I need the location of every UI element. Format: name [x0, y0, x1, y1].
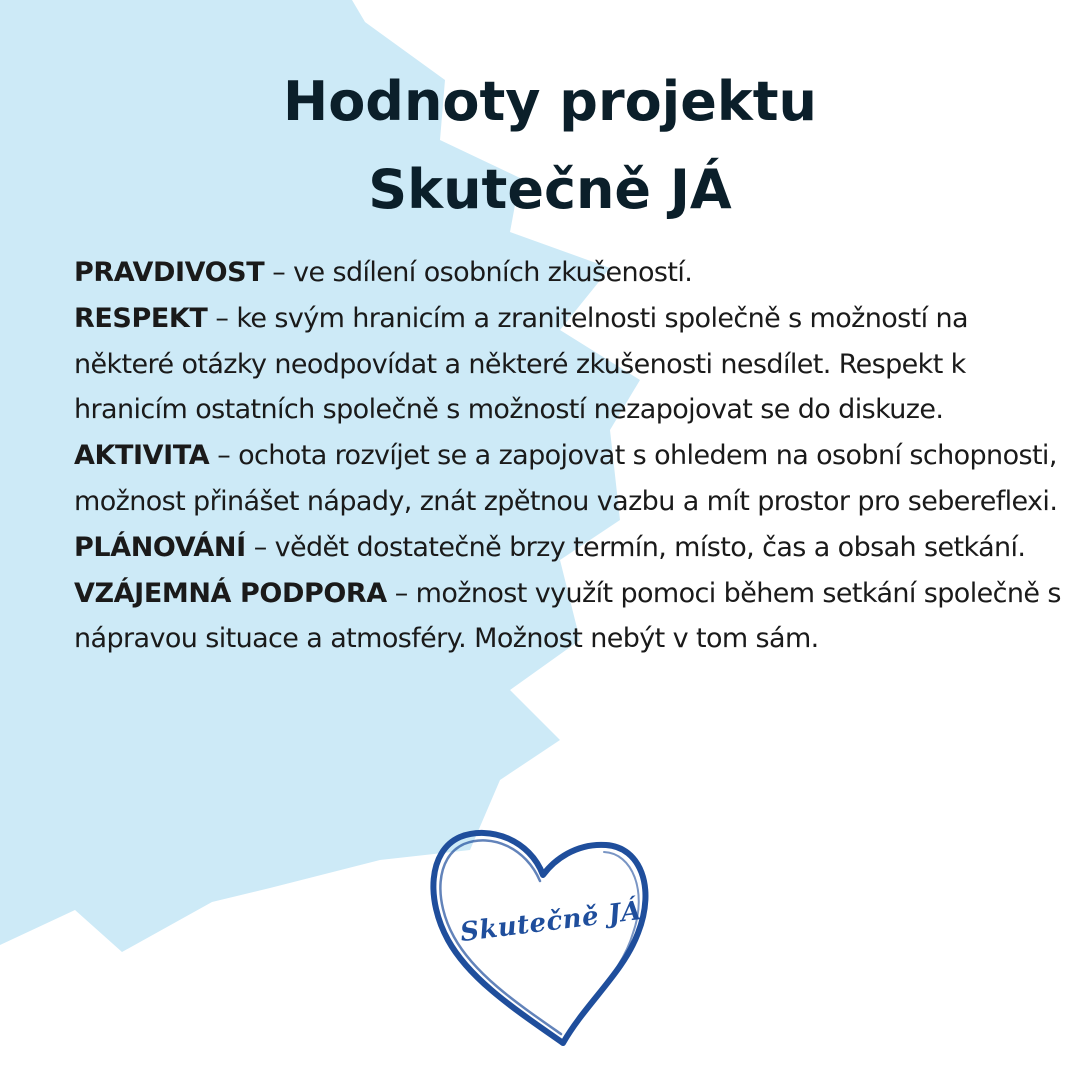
value-item-vzajemna-podpora: [74, 571, 1074, 663]
value-description: – ochota rozvíjet se a zapojovat s ohledem na osobní schopnosti, možnost přinášet nápady, znát zpětnou vazbu a mít prostor pro sebereflexi.: [74, 440, 1058, 517]
value-term: PLÁNOVÁNÍ: [74, 531, 246, 563]
value-term: VZÁJEMNÁ PODPORA: [74, 577, 387, 609]
value-item-respekt: [74, 296, 1074, 433]
value-item-aktivita: [74, 433, 1074, 525]
page-title: [0, 58, 1080, 234]
value-description: – možnost využít pomoci během setkání společně s nápravou situace a atmosféry. Možnost nebýt v tom sám.: [74, 577, 1061, 655]
value-term: RESPEKT: [74, 302, 208, 334]
value-term: PRAVDIVOST: [74, 257, 265, 288]
value-item-planovani: [74, 525, 1074, 571]
value-description: – ve sdílení osobních zkušeností.: [264, 257, 693, 288]
value-description: – ke svým hranicím a zranitelnosti společně s možností na některé otázky neodpovídat a některé zkušenosti nesdílet. Respekt k hranicím ostatních společně s možností nezapojovat se do diskuze.: [74, 302, 968, 426]
value-description: – vědět dostatečně brzy termín, místo, čas a obsah setkání.: [245, 531, 1026, 563]
title-line-1: Hodnoty projektu: [283, 70, 817, 133]
values-list: [74, 250, 1074, 662]
value-term: AKTIVITA: [74, 440, 210, 472]
logo-text: Skutečně JÁ: [458, 895, 644, 949]
project-logo: [418, 815, 663, 1055]
title-line-2: Skutečně JÁ: [368, 158, 732, 221]
value-item-pravdivost: [74, 250, 1074, 296]
